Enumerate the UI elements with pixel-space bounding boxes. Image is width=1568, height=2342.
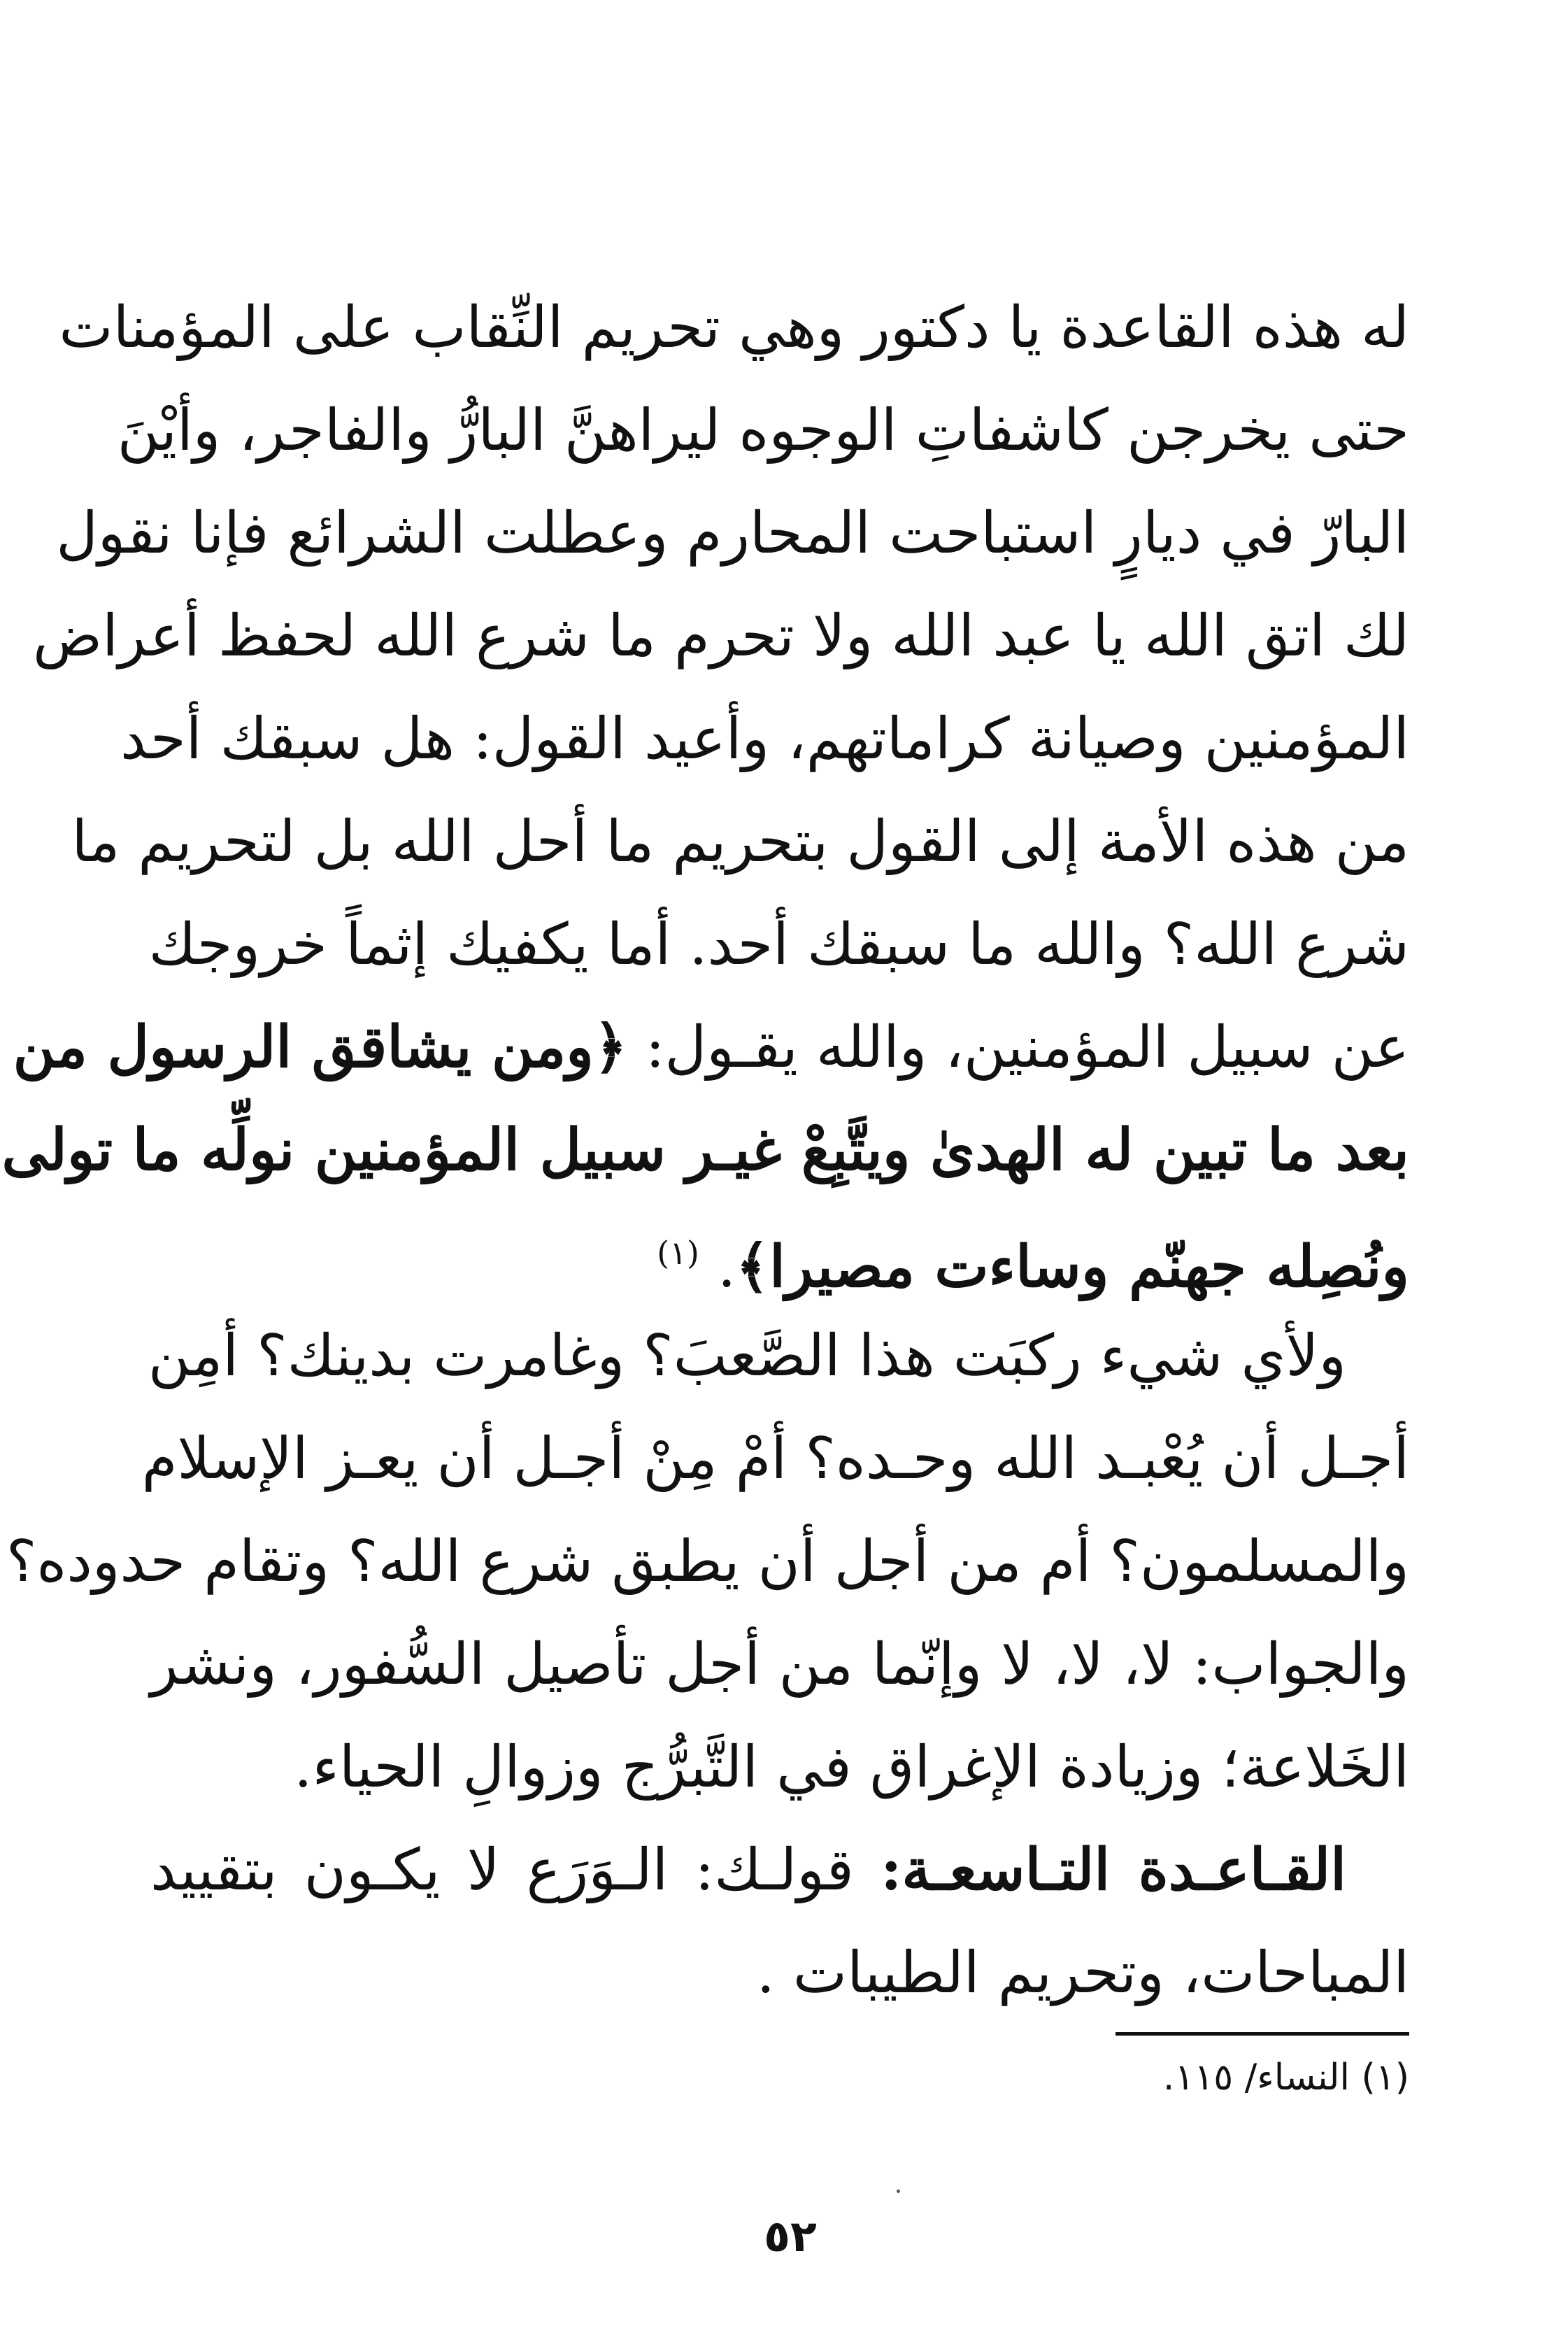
quran-verse: ﴿ومن يشاقق الرسول من <box>13 1014 627 1081</box>
rule-heading: القـاعـدة التـاسعـة: <box>881 1836 1346 1903</box>
footnote-reference: (١) <box>657 1234 699 1272</box>
page-number: ٥٢ <box>764 2210 817 2262</box>
text-line: ولأي شيء ركبَت هذا الصَّعبَ؟ وغامرت بدينك؟ أمِن <box>148 1323 1346 1389</box>
text-line: المؤمنين وصيانة كراماتهم، وأعيد القول: هل سبقك أحد <box>120 706 1409 772</box>
text-line: أجـل أن يُعْبـد الله وحـده؟ أمْ مِنْ أجـل أن يعـز الإسلام <box>141 1426 1409 1492</box>
text-line: والمسلمون؟ أم من أجل أن يطبق شرع الله؟ وتقام حدوده؟ <box>6 1528 1409 1595</box>
text-line: من هذه الأمة إلى القول بتحريم ما أحل الله بل لتحريم ما <box>71 809 1409 875</box>
text-line: لك اتق الله يا عبد الله ولا تحرم ما شرع الله لحفظ أعراض <box>32 603 1409 669</box>
text-line: الخَلاعة؛ وزيادة الإغراق في التَّبرُّج وزوالِ الحياء. <box>294 1734 1409 1801</box>
footnote: (١) النساء/ ١١٥. <box>1162 2057 1409 2099</box>
main-text <box>1 276 1409 2024</box>
scan-speck <box>897 2190 900 2193</box>
text-line-quran-start: عن سبيل المؤمنين، والله يقـول: ﴿ومن يشاقق الرسول من <box>13 1014 1409 1081</box>
text-line-quran <box>1 1099 1409 1202</box>
quran-verse: ونُصِله جهنّم وساءت مصيرا﴾ <box>736 1233 1409 1300</box>
quran-verse: بعد ما تبين له الهدىٰ ويتَّبِعْ غيـر سبيل المؤمنين نولِّه ما تولى <box>1 1116 1409 1184</box>
text-line-rule-heading: القـاعـدة التـاسعـة: قولـك: الـوَرَع لا يكـون بتقييد <box>150 1836 1346 1903</box>
text-line: المباحات، وتحريم الطيبات . <box>756 1940 1409 2006</box>
text-line: حتى يخرجن كاشفاتِ الوجوه ليراهنَّ البارُّ والفاجر، وأيْنَ <box>117 397 1409 464</box>
text-line: والجواب: لا، لا، لا وإنّما من أجل تأصيل السُّفور، ونشر <box>150 1631 1409 1698</box>
text-line: شرع الله؟ والله ما سبقك أحد. أما يكفيك إثماً خروجك <box>148 911 1409 978</box>
text-line-quran-end: ونُصِله جهنّم وساءت مصيرا﴾. $^{(١)}$ <box>657 1233 1409 1300</box>
footnote-separator <box>1116 2032 1409 2036</box>
text-line: البارّ في ديارٍ استباحت المحارم وعطلت الشرائع فإنا نقول <box>56 500 1409 567</box>
text-line: له هذه القاعدة يا دكتور وهي تحريم النِّقاب على المؤمنات <box>59 294 1409 361</box>
